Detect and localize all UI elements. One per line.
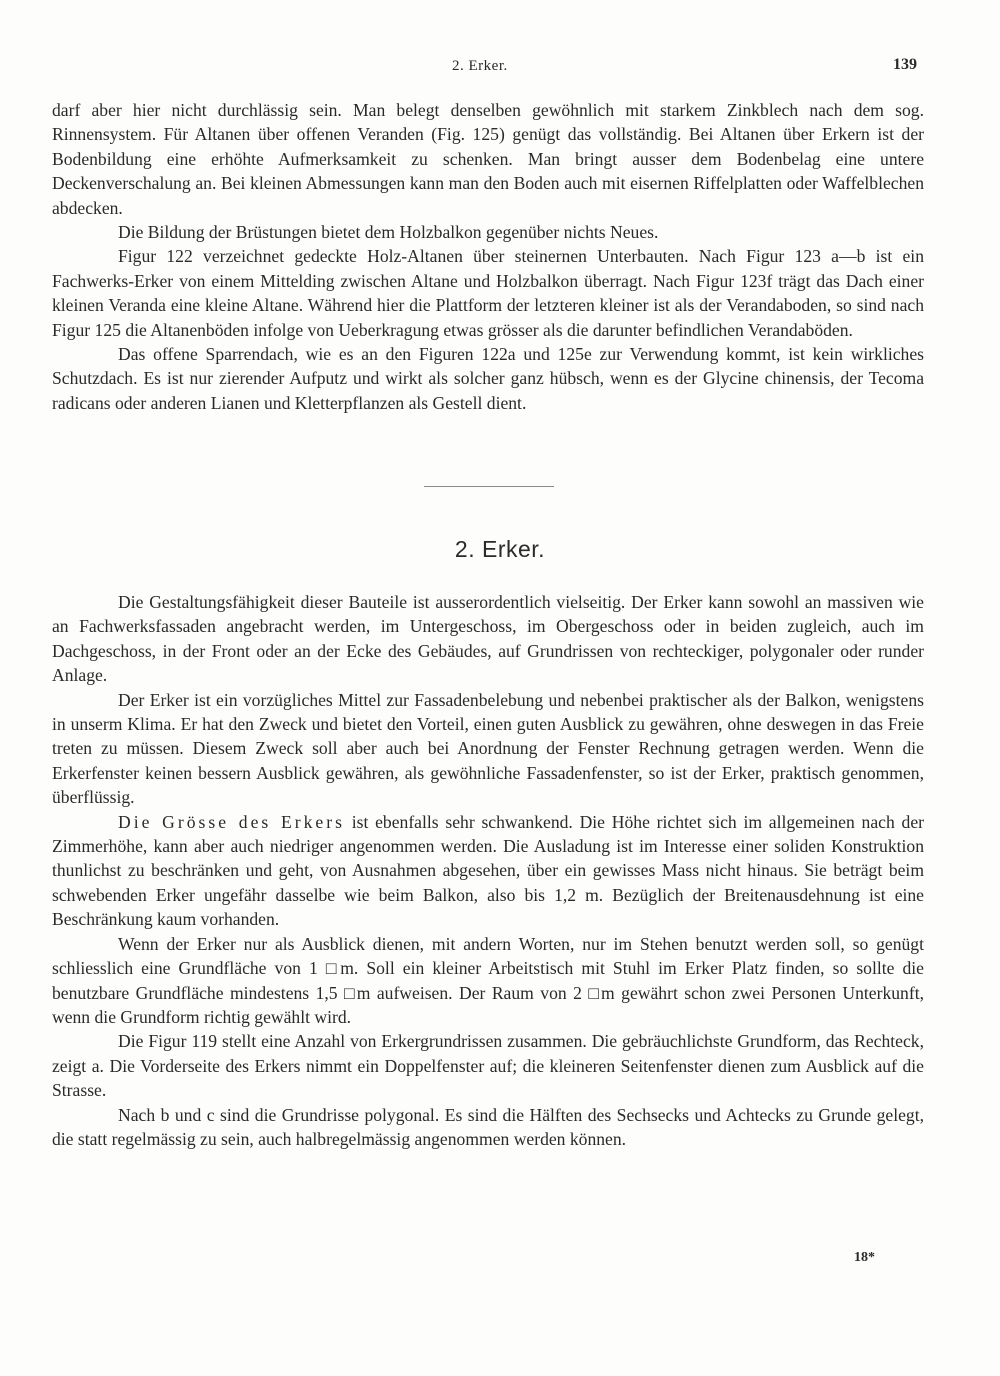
paragraph: Wenn der Erker nur als Ausblick dienen, mit andern Worten, nur im Stehen benutzt werden soll, so genügt schliesslich eine Grundfläche von 1 □m. Soll ein kleiner Arbeitstisch mit Stuhl im Erker Platz finden, so sollte die benutzbare Grundfläche mindestens 1,5 □m aufweisen. Der Raum von 2 □m gewährt schon zwei Personen Unterkunft, wenn die Grundform richtig gewählt wird. [52, 933, 924, 1027]
paragraph: Der Erker ist ein vorzügliches Mittel zur Fassadenbelebung und nebenbei praktischer als der Balkon, wenigstens in unserm Klima. Er hat den Zweck und bietet den Vorteil, einen guten Ausblick zu gewähren, ohne deswegen in das Freie treten zu müssen. Diesem Zweck soll aber auch bei Anordnung der Fenster Rechnung getragen werden. Wenn die Erkerfenster keinen bessern Ausblick gewähren, als gewöhnliche Fassadenfenster, so ist der Erker, praktisch genommen, überflüssig. [52, 689, 924, 808]
section-heading: 2. Erker. [454, 536, 546, 562]
upper-text-block [52, 98, 924, 415]
paragraph: Figur 122 verzeichnet gedeckte Holz-Altanen über steinernen Unterbauten. Nach Figur 123 a—b ist ein Fachwerks-Erker von einem Mittelding zwischen Altane und Holzbalkon überragt. Nach Figur 123f trägt das Dach einer kleinen Veranda eine kleine Altane. Während hier die Plattform der letzteren kleiner ist als der Verandaboden, so sind nach Figur 125 die Altanenböden infolge von Ueberkragung etwas grösser als die darunter befindlichen Verandaböden. [52, 246, 924, 340]
lower-text-block [52, 590, 924, 1151]
section-divider [424, 486, 554, 487]
paragraph: darf aber hier nicht durchlässig sein. Man belegt denselben gewöhnlich mit starkem Zinkblech nach dem sog. Rinnensystem. Für Altanen über offenen Veranden (Fig. 125) genügt das vollständig. Bei Altanen über Erkern ist der Bodenbildung eine erhöhte Aufmerksamkeit zu schenken. Man bringt ausser dem Bodenbelag eine untere Deckenverschalung an. Bei kleinen Abmessungen kann man den Boden auch mit eisernen Riffelplatten oder Waffelblechen abdecken. [52, 100, 924, 218]
page-number: 139 [893, 56, 917, 73]
paragraph: Die Gestaltungsfähigkeit dieser Bauteile ist ausserordentlich vielseitig. Der Erker kann sowohl an massiven wie an Fachwerksfassaden angebracht werden, im Untergeschoss, im Obergeschoss oder in beiden zugleich, auch im Dachgeschoss, in der Front oder an der Ecke des Gebäudes, auf Grundrissen von rechteckiger, polygonaler oder runder Anlage. [52, 592, 924, 686]
paragraph [52, 810, 924, 932]
paragraph: Das offene Sparrendach, wie es an den Figuren 122a und 125e zur Verwendung kommt, ist kein wirkliches Schutzdach. Es ist nur zierender Aufputz und wirkt als solcher ganz hübsch, wenn es der Glycine chinensis, der Tecoma radicans oder anderen Lianen und Kletterpflanzen als Gestell dient. [52, 344, 924, 413]
running-head [0, 58, 1000, 82]
paragraph: Nach b und c sind die Grundrisse polygonal. Es sind die Hälften des Sechsecks und Achtecks zu Grunde gelegt, die statt regelmässig zu sein, auch halbregelmässig angenommen werden können. [52, 1104, 924, 1149]
paragraph: Die Bildung der Brüstungen bietet dem Holzbalkon gegenüber nichts Neues. [118, 222, 659, 243]
printer-signature-mark: 18* [854, 1250, 875, 1265]
running-title: 2. Erker. [452, 58, 508, 74]
spaced-emphasis: Die Grösse des Erkers [118, 811, 345, 832]
paragraph: Die Figur 119 stellt eine Anzahl von Erkergrundrissen zusammen. Die gebräuchlichste Grundform, das Rechteck, zeigt a. Die Vorderseite des Erkers nimmt ein Doppelfenster auf; die kleineren Seitenfenster dienen zum Ausblick auf die Strasse. [52, 1031, 924, 1101]
paragraph-continuation: ist ebenfalls sehr schwankend. Die Höhe richtet sich im allgemeinen nach der Zimmerhöhe, kann aber auch niedriger angenommen werden. Die Ausladung ist im Interesse einer soliden Konstruktion thunlichst zu beschränken und geht, von Ausnahmen abgesehen, über ein gewisses Mass nicht hinaus. Sie beträgt beim schwebenden Erker ungefähr dasselbe wie beim Balkon, also bis 1,2 m. Bezüglich der Breitenausdehnung ist eine Beschränkung kaum vorhanden. [52, 811, 924, 930]
